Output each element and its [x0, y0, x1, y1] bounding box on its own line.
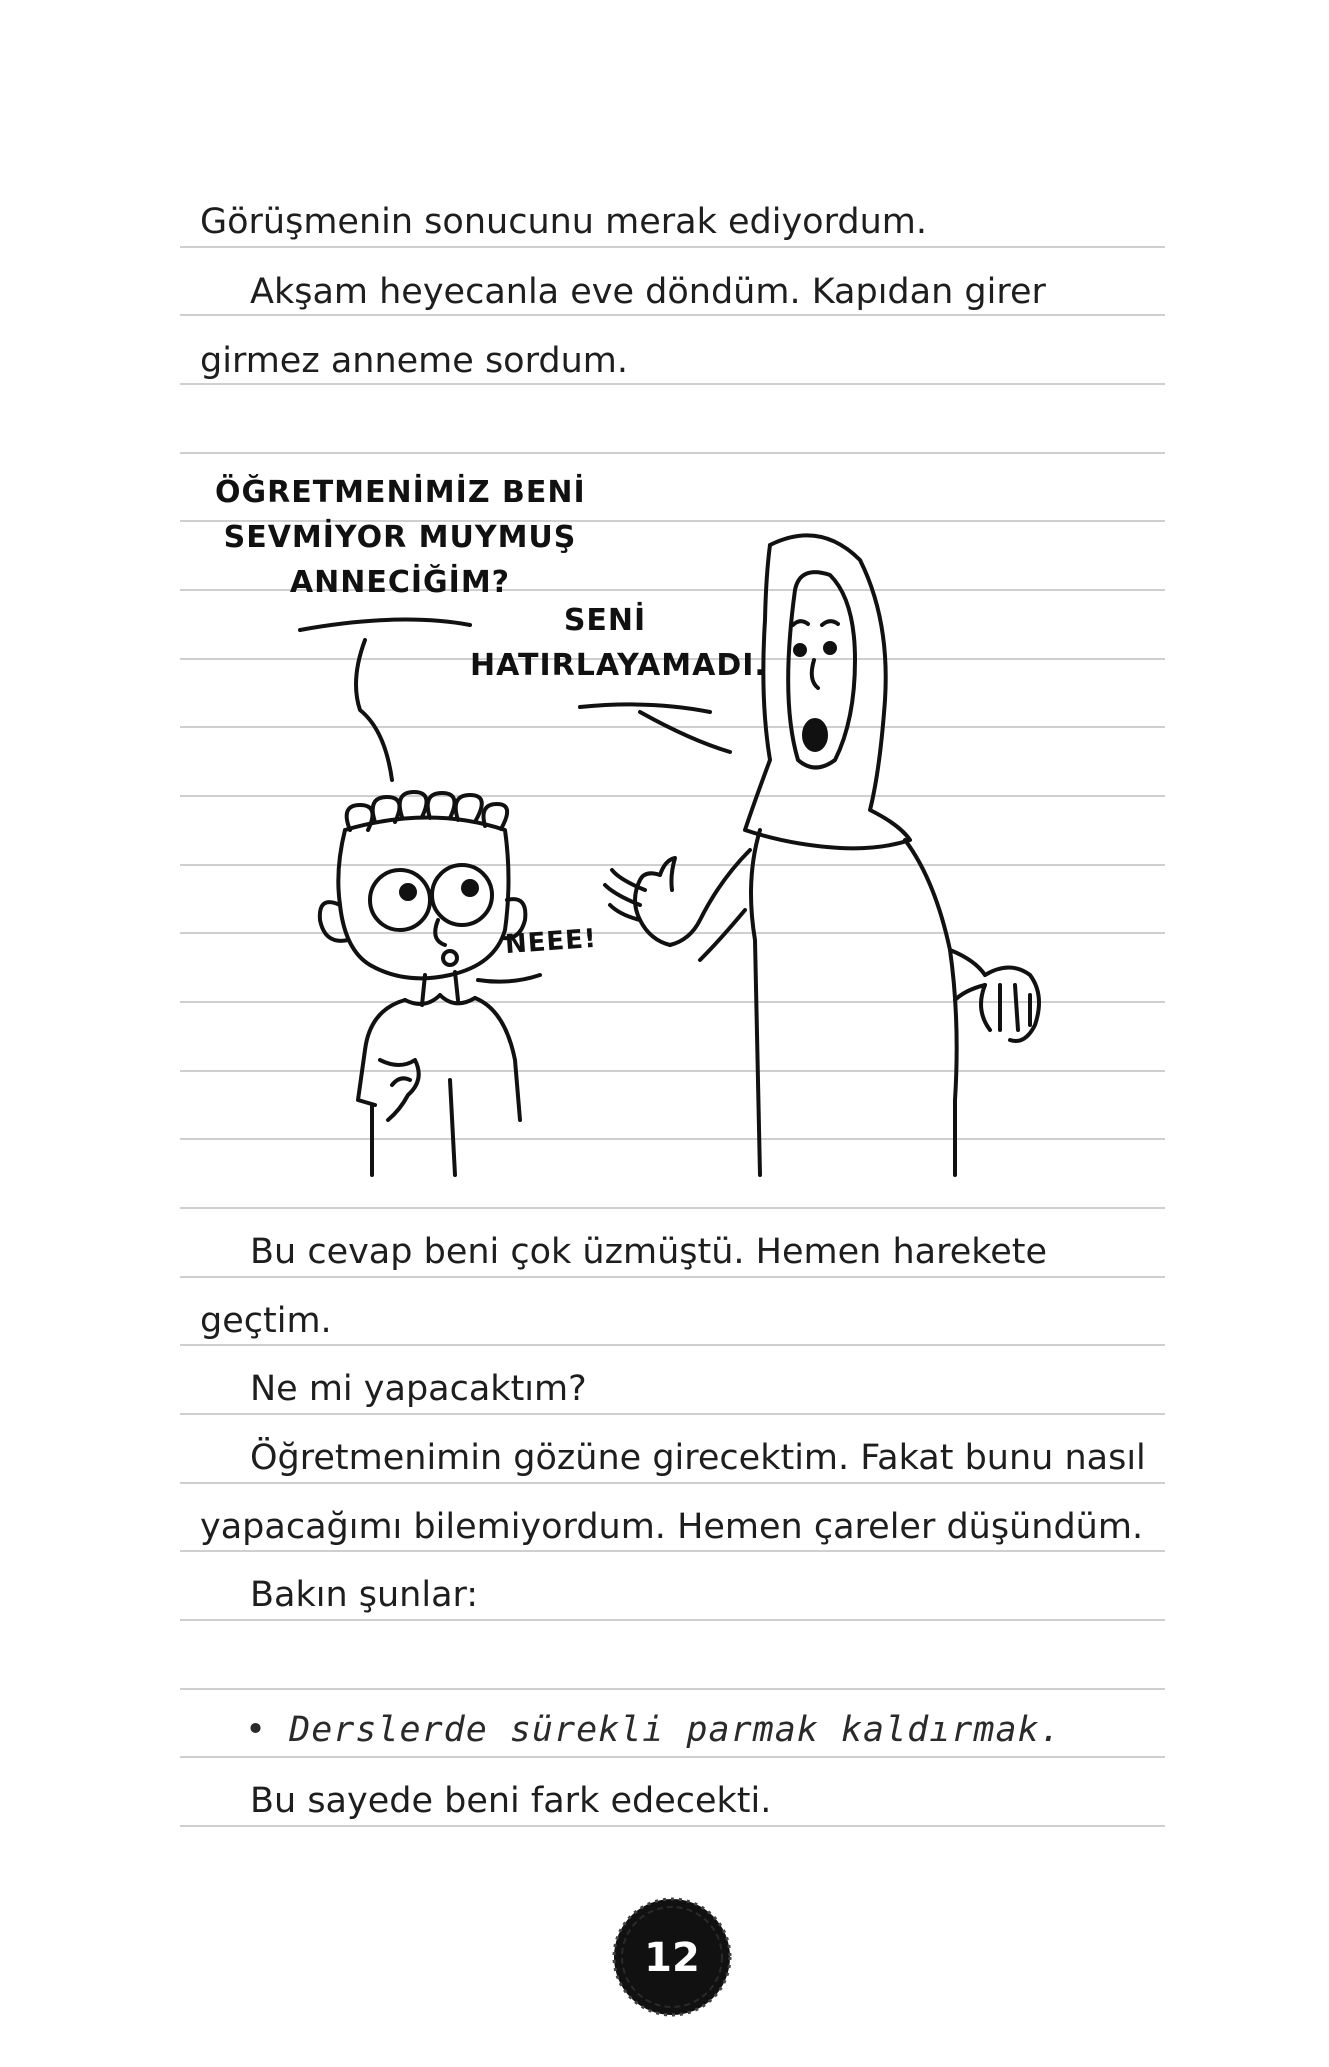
paragraph-line: Bakın şunlar: [250, 1575, 479, 1615]
paragraph-line: Akşam heyecanla eve döndüm. Kapıdan girer [250, 272, 1046, 312]
bubble-line: ÖĞRETMENİMİZ BENİ [215, 475, 586, 510]
mother-bubble-tail [580, 704, 730, 752]
bubble-line: HATIRLAYAMADI. [470, 648, 767, 683]
boy-exclamation: NEEE! [504, 923, 598, 961]
boy-bubble-tail [300, 620, 470, 780]
paragraph-line: Öğretmenimin gözüne girecektim. Fakat bunu nasıl [250, 1438, 1146, 1478]
paragraph-line: Görüşmenin sonucunu merak ediyordum. [200, 202, 927, 242]
boy-speech-bubble [215, 470, 585, 605]
paragraph-line: Bu cevap beni çok üzmüştü. Hemen harekete [250, 1232, 1048, 1272]
mother-speech-bubble [470, 598, 767, 688]
page-number: 12 [644, 1935, 700, 1981]
boy-figure [320, 792, 540, 1175]
bullet-item: • Derslerde sürekli parmak kaldırmak. [245, 1710, 1062, 1750]
bubble-line: SENİ [563, 603, 647, 638]
paragraph-line: Bu sayede beni fark edecekti. [250, 1781, 772, 1821]
paragraph-line: girmez anneme sordum. [200, 341, 628, 381]
paragraph-line: Ne mi yapacaktım? [250, 1369, 587, 1409]
paragraph-line: yapacağımı bilemiyordum. Hemen çareler düşündüm. [200, 1507, 1144, 1547]
bubble-line: ANNECİĞİM? [289, 565, 511, 600]
bubble-line: SEVMİYOR MUYMUŞ [223, 520, 577, 555]
paragraph-line: geçtim. [200, 1301, 332, 1341]
